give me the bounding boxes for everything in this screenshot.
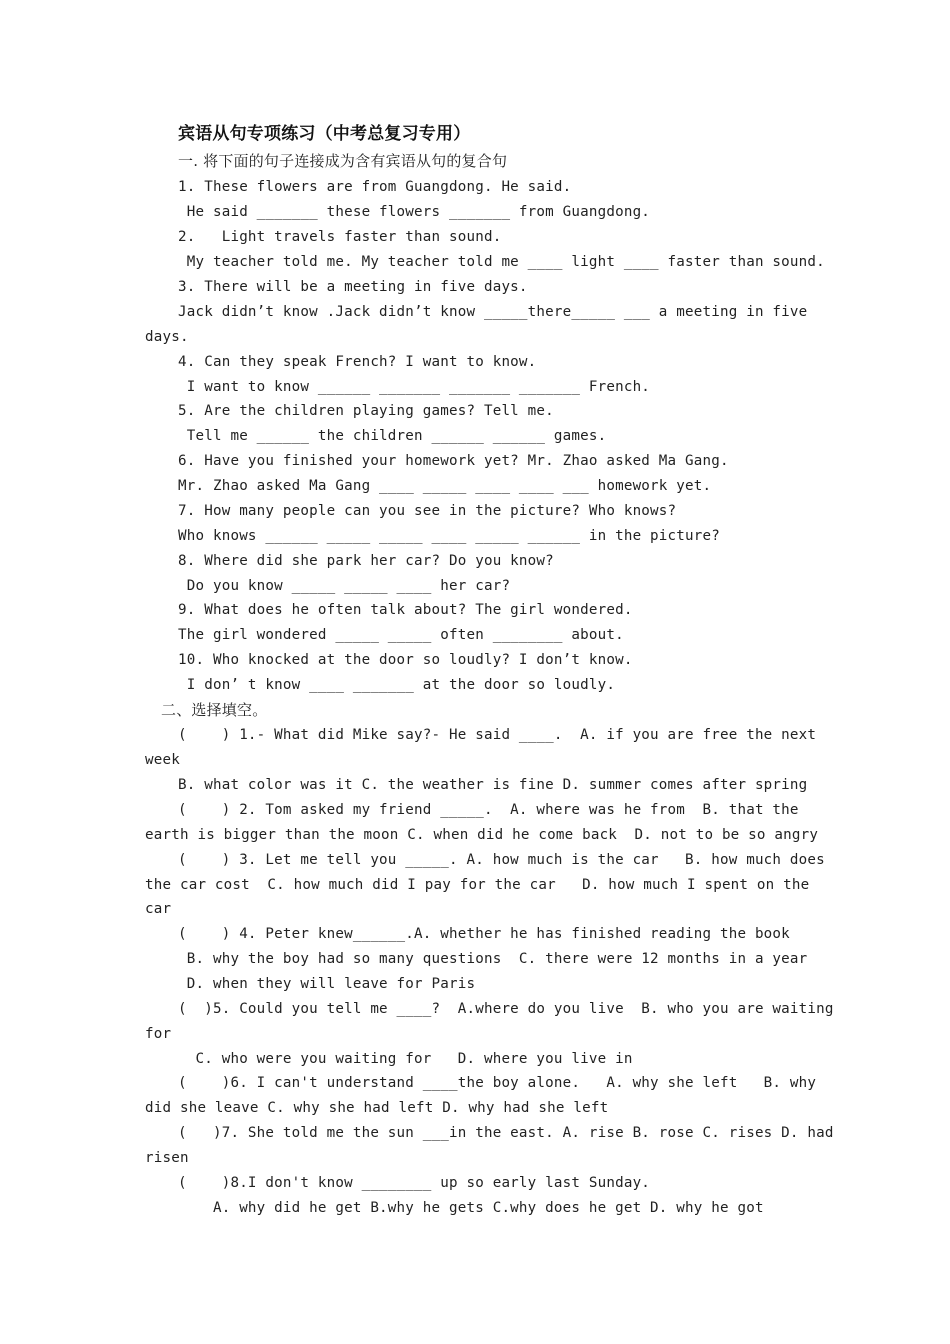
mc-7-line-wrap: risen bbox=[145, 1150, 189, 1166]
exercise-3-answer: Jack didn’t know .Jack didn’t know _____there_____ ___ a meeting in five bbox=[178, 304, 808, 320]
section-2-heading: 二、选择填空。 bbox=[161, 701, 268, 719]
exercise-5-answer: Tell me ______ the children ______ ______ games. bbox=[178, 428, 607, 444]
mc-7-line: ( )7. She told me the sun ___in the east. A. rise B. rose C. rises D. had bbox=[178, 1125, 834, 1141]
mc-1-line-wrap: week bbox=[145, 752, 180, 768]
mc-1-options: B. what color was it C. the weather is fine D. summer comes after spring bbox=[178, 777, 808, 793]
exercise-6-question: 6. Have you finished your homework yet? Mr. Zhao asked Ma Gang. bbox=[178, 453, 729, 469]
exercise-1-answer: He said _______ these flowers _______ from Guangdong. bbox=[178, 204, 651, 220]
exercise-5-question: 5. Are the children playing games? Tell me. bbox=[178, 403, 554, 419]
mc-3-line-wrap: the car cost C. how much did I pay for the car D. how much I spent on the bbox=[145, 877, 810, 893]
document-title: 宾语从句专项练习（中考总复习专用） bbox=[178, 124, 471, 144]
mc-4-option-d: D. when they will leave for Paris bbox=[178, 976, 476, 992]
mc-3-line-wrap-2: car bbox=[145, 901, 172, 917]
exercise-9-question: 9. What does he often talk about? The girl wondered. bbox=[178, 602, 633, 618]
mc-4-line: ( ) 4. Peter knew______.A. whether he has finished reading the book bbox=[178, 926, 790, 942]
exercise-4-question: 4. Can they speak French? I want to know. bbox=[178, 354, 537, 370]
exercise-4-answer: I want to know ______ _______ _______ _______ French. bbox=[178, 379, 651, 395]
exercise-2-question: 2. Light travels faster than sound. bbox=[178, 229, 502, 245]
mc-5-line: ( )5. Could you tell me ____? A.where do you live B. who you are waiting bbox=[178, 1001, 834, 1017]
mc-4-options-b-c: B. why the boy had so many questions C. there were 12 months in a year bbox=[178, 951, 808, 967]
mc-8-options: A. why did he get B.why he gets C.why does he get D. why he got bbox=[178, 1200, 764, 1216]
exercise-6-answer: Mr. Zhao asked Ma Gang ____ _____ ____ ____ ___ homework yet. bbox=[178, 478, 712, 494]
section-1-heading: 一. 将下面的句子连接成为含有宾语从句的复合句 bbox=[178, 152, 508, 170]
mc-2-line: ( ) 2. Tom asked my friend _____. A. where was he from B. that the bbox=[178, 802, 799, 818]
mc-5-options-c-d: C. who were you waiting for D. where you live in bbox=[178, 1051, 633, 1067]
exercise-9-answer: The girl wondered _____ _____ often ________ about. bbox=[178, 627, 624, 643]
exercise-3-question: 3. There will be a meeting in five days. bbox=[178, 279, 528, 295]
mc-3-line: ( ) 3. Let me tell you _____. A. how much is the car B. how much does bbox=[178, 852, 825, 868]
mc-8-line: ( )8.I don't know ________ up so early last Sunday. bbox=[178, 1175, 651, 1191]
exercise-10-question: 10. Who knocked at the door so loudly? I don’t know. bbox=[178, 652, 633, 668]
exercise-2-answer: My teacher told me. My teacher told me ____ light ____ faster than sound. bbox=[178, 254, 825, 270]
exercise-1-question: 1. These flowers are from Guangdong. He said. bbox=[178, 179, 572, 195]
exercise-10-answer: I don’ t know ____ _______ at the door so loudly. bbox=[178, 677, 616, 693]
mc-1-line: ( ) 1.- What did Mike say?- He said ____. A. if you are free the next bbox=[178, 727, 817, 743]
mc-6-line-wrap: did she leave C. why she had left D. why had she left bbox=[145, 1100, 609, 1116]
exercise-3-answer-continued: days. bbox=[145, 329, 189, 345]
mc-6-line: ( )6. I can't understand ____the boy alone. A. why she left B. why bbox=[178, 1075, 817, 1091]
mc-5-line-wrap: for bbox=[145, 1026, 172, 1042]
exercise-7-question: 7. How many people can you see in the picture? Who knows? bbox=[178, 503, 677, 519]
exercise-7-answer: Who knows ______ _____ _____ ____ _____ ______ in the picture? bbox=[178, 528, 720, 544]
exercise-8-question: 8. Where did she park her car? Do you know? bbox=[178, 553, 554, 569]
mc-2-line-wrap: earth is bigger than the moon C. when did he come back D. not to be so angry bbox=[145, 827, 819, 843]
exercise-8-answer: Do you know _____ _____ ____ her car? bbox=[178, 578, 511, 594]
